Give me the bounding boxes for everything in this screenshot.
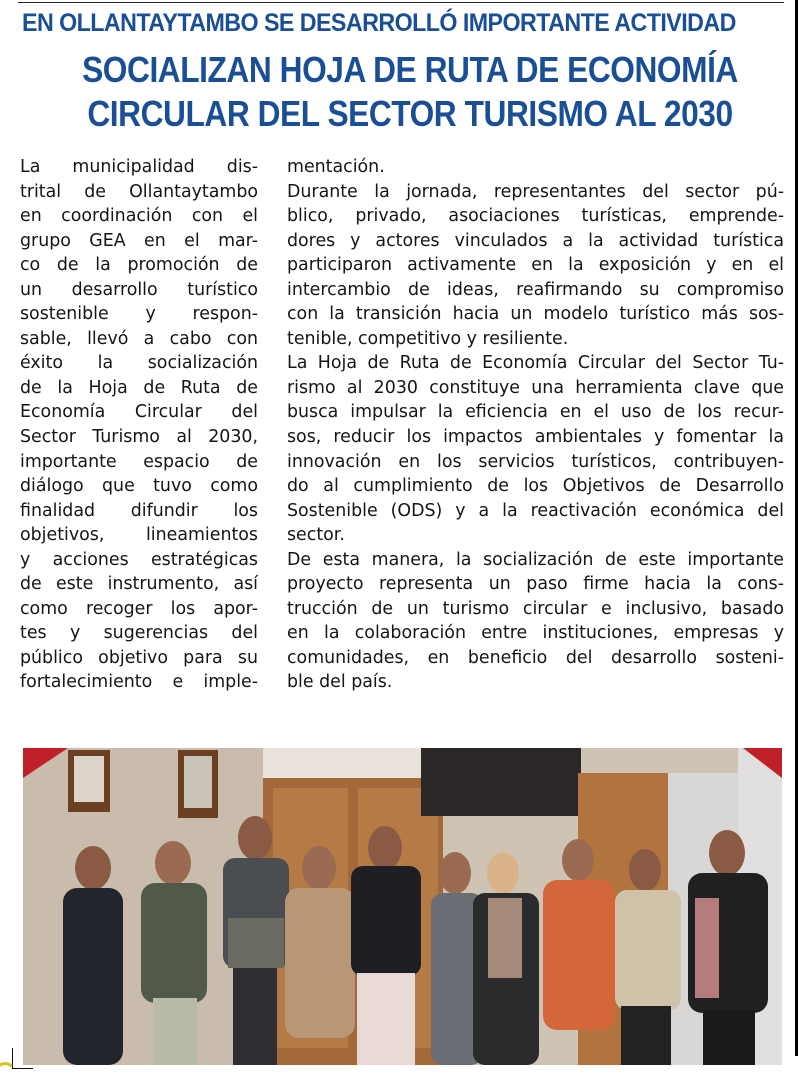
body-line: de este instrumento, así [20,574,258,595]
body-line: éxito la socialización [20,353,258,374]
body-line: La Hoja de Ruta de Economía Circular del Sector Tu- [287,353,784,374]
headline-line-2: CIRCULAR DEL SECTOR TURISMO AL 2030 [87,93,733,134]
body-line: tes y sugerencias del [20,623,258,644]
body-line: blico, privado, asociaciones turísticas, emprende- [287,206,784,227]
body-line: importante espacio de [20,451,258,472]
group-photo-illustration [23,748,782,1065]
body-line: proyecto representa un paso firme hacia la cons- [287,574,784,595]
body-line: busca impulsar la eficiencia en el uso de los recur- [287,402,784,423]
body-line: diálogo que tuvo como [20,476,258,497]
body-line: Sostenible (ODS) y a la reactivación económica del [287,500,784,521]
main-headline [0,48,800,136]
body-line: mentación. [287,157,385,177]
body-line: de la Hoja de Ruta de [20,377,258,398]
body-line: público objetivo para su [20,647,258,668]
body-line: trital de Ollantaytambo [20,181,258,202]
body-line: sostenible y respon- [20,304,258,325]
body-line: Economía Circular del [20,402,258,423]
body-line: rismo al 2030 constituye una herramienta clave que [287,377,784,398]
body-line: trucción de un turismo circular e inclusivo, basado [287,598,784,619]
body-line: y acciones estratégicas [20,549,258,570]
body-line: La municipalidad dis- [20,157,258,177]
article-right-column [287,155,784,695]
crop-mark [12,1048,33,1069]
body-line: en coordinación con el [20,206,258,227]
body-line: en la colaboración entre instituciones, empresas y [287,623,784,644]
body-line: intercambio de ideas, reafirmando su compromiso [287,279,784,300]
body-line: Sector Turismo al 2030, [20,427,258,448]
right-border-rule [795,0,798,1056]
body-line: ble del país. [287,672,393,693]
body-line: fortalecimiento e imple- [20,672,258,693]
body-line: De esta manera, la socialización de este importante [287,549,784,570]
body-line: objetivos, lineamientos [20,525,258,546]
headline-line-1: SOCIALIZAN HOJA DE RUTA DE ECONOMÍA [82,49,738,90]
body-line: tenible, competitivo y resiliente. [287,328,569,349]
body-line: Durante la jornada, representantes del sector pú- [287,181,784,202]
body-line: con la transición hacia un modelo turístico más sos- [287,304,784,325]
body-line: sector. [287,525,345,546]
top-rule [18,2,784,3]
body-line: un desarrollo turístico [20,279,258,300]
article-left-column [20,155,258,695]
page-corner-decoration [0,1062,16,1084]
kicker-headline: EN OLLANTAYTAMBO SE DESARROLLÓ IMPORTANTE ACTIVIDAD [22,9,736,37]
group-photo [23,748,782,1065]
body-line: comunidades, en beneficio del desarrollo sosteni- [287,647,784,668]
body-line: dores y actores vinculados a la actividad turística [287,230,784,251]
body-line: como recoger los apor- [20,598,258,619]
body-line: finalidad difundir los [20,500,258,521]
body-line: innovación en los servicios turísticos, contribuyen- [287,451,784,472]
body-line: co de la promoción de [20,255,258,276]
body-line: grupo GEA en el mar- [20,230,258,251]
body-line: sos, reducir los impactos ambientales y fomentar la [287,427,784,448]
body-line: participaron activamente en la exposición y en el [287,255,784,276]
body-line: do al cumplimiento de los Objetivos de Desarrollo [287,476,784,497]
body-line: sable, llevó a cabo con [20,328,258,349]
